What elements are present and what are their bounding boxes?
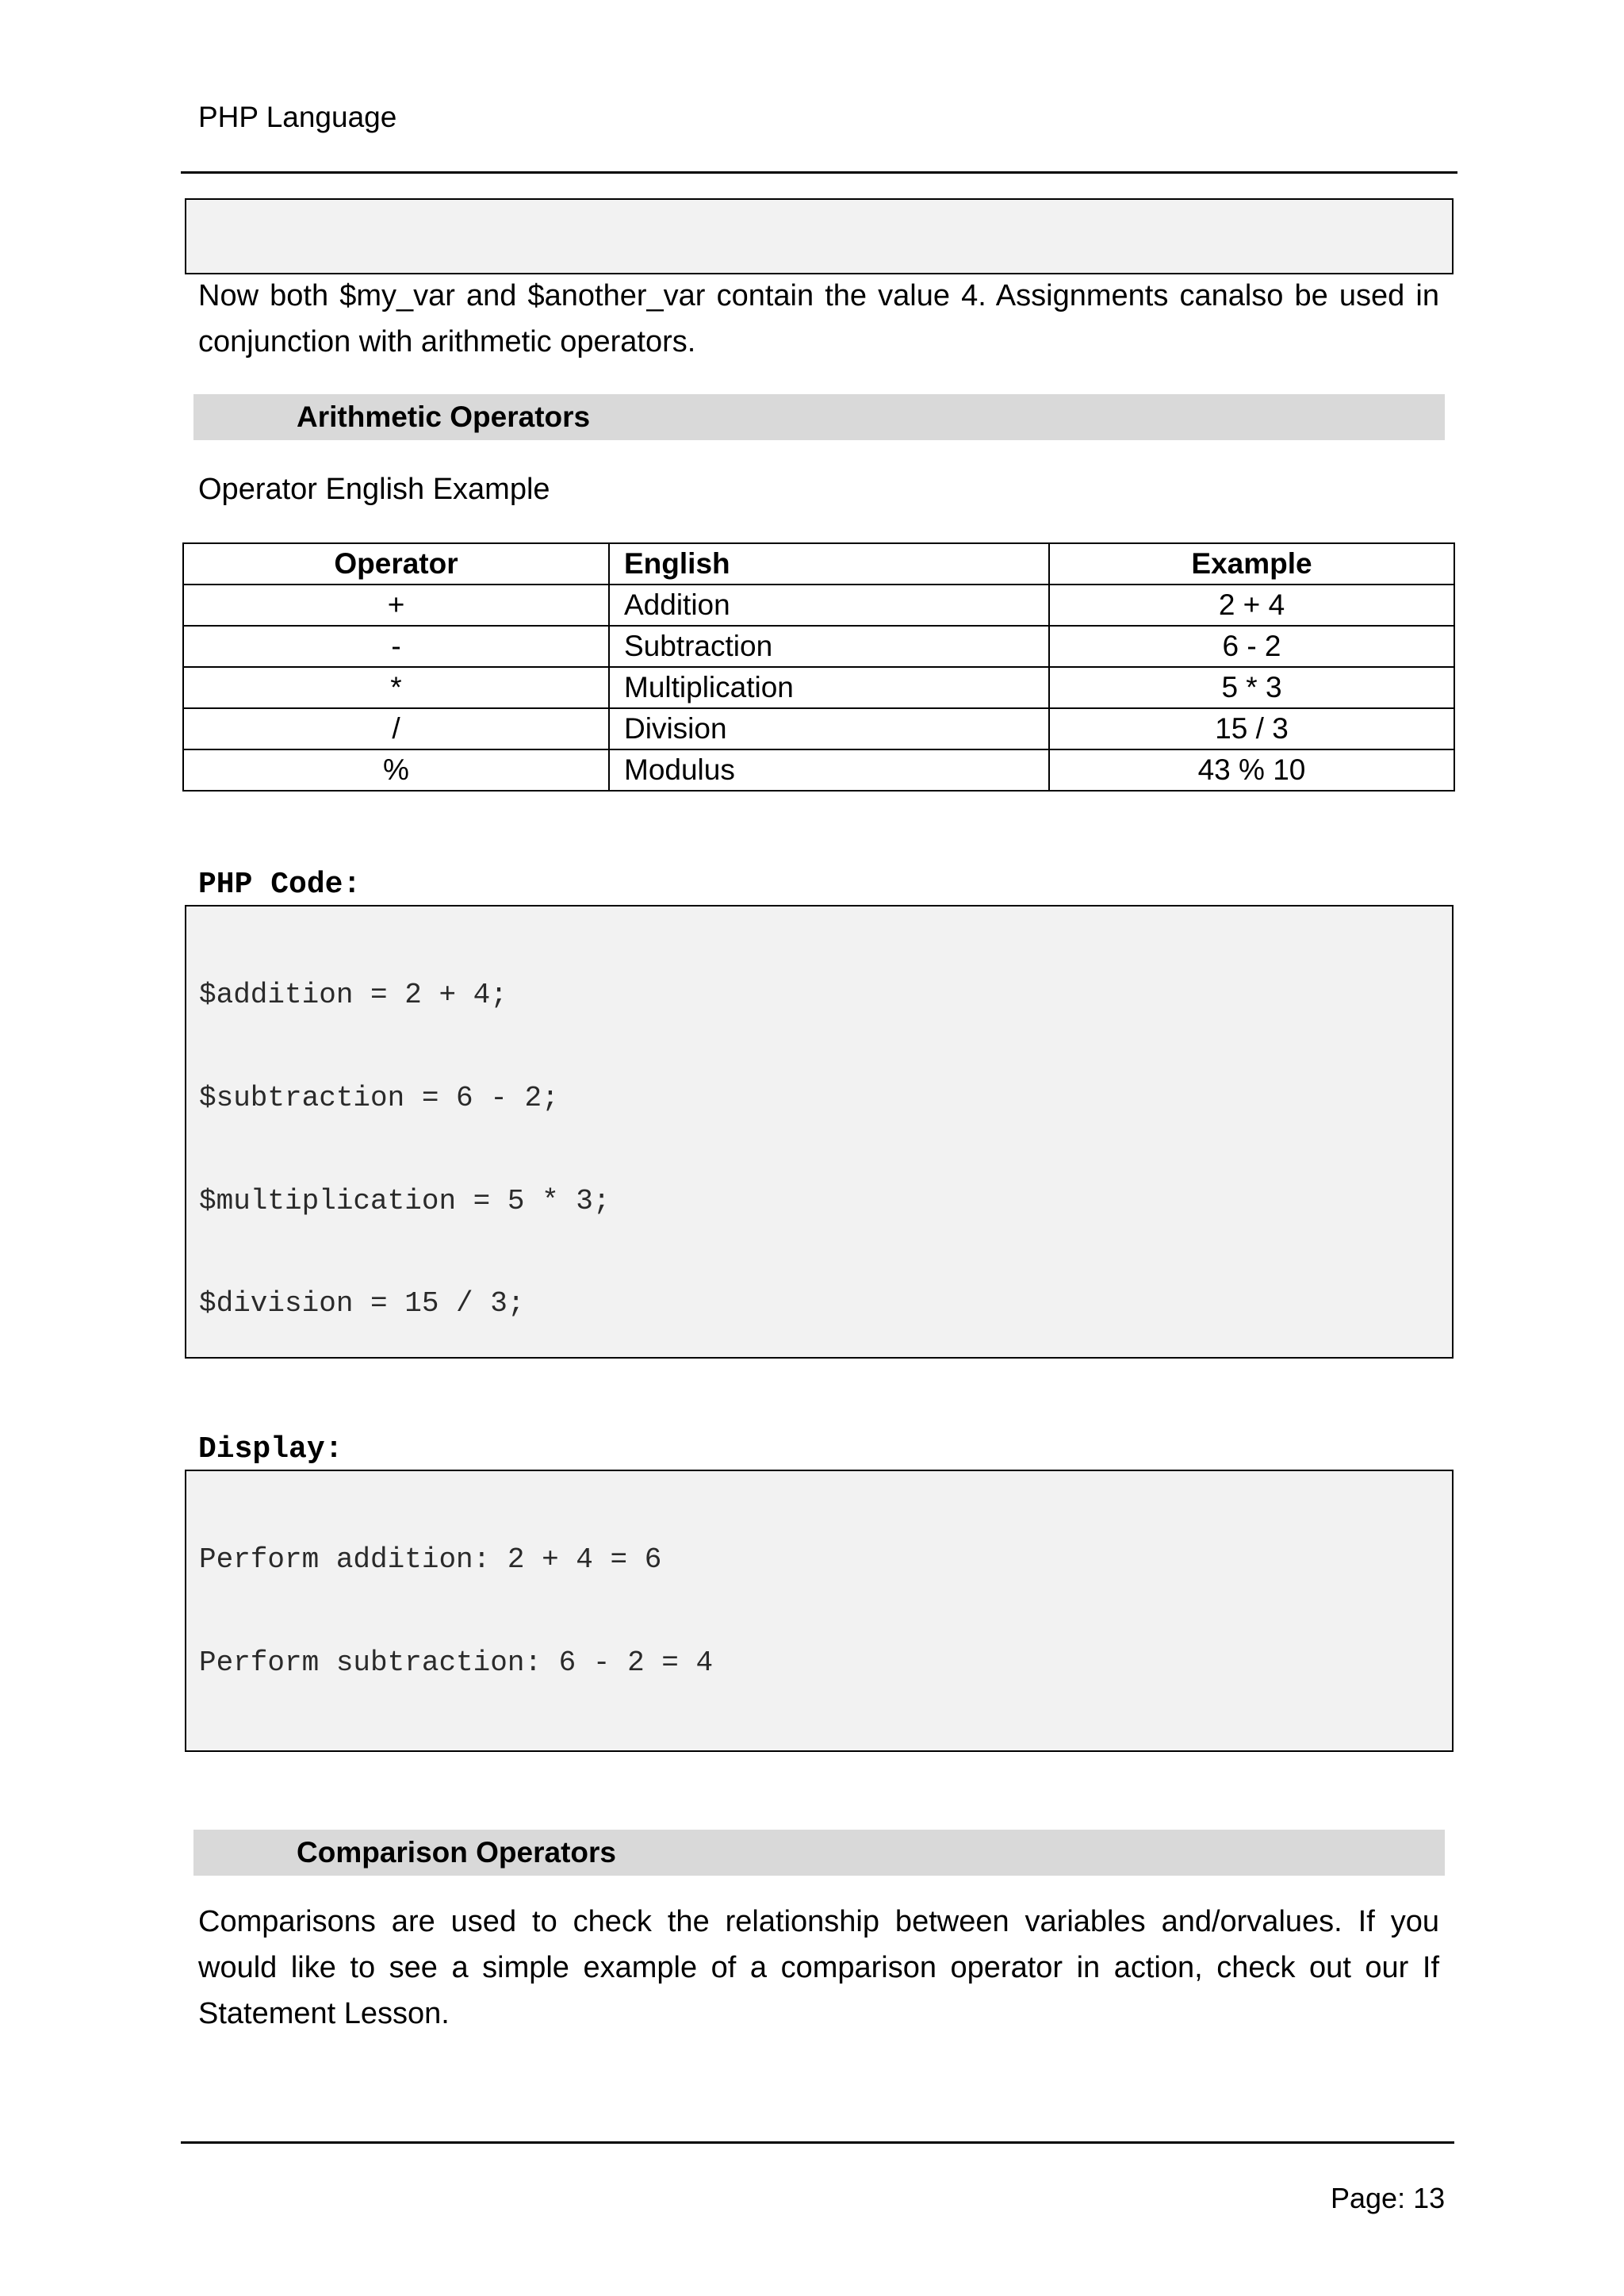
cell-operator: % [183,749,609,791]
cell-example: 43 % 10 [1049,749,1454,791]
cell-operator: + [183,585,609,626]
cell-english: Multiplication [609,667,1049,708]
header-english: English [609,543,1049,585]
header-example: Example [1049,543,1454,585]
cell-english: Modulus [609,749,1049,791]
arithmetic-section-heading: Arithmetic Operators [297,401,591,433]
table-row [183,749,1454,791]
php-code-block [185,905,1454,1359]
table-row [183,708,1454,749]
assignment-code-block [185,198,1454,274]
comparison-section-bar [193,1830,1445,1876]
arithmetic-section-bar [193,394,1445,440]
cell-english: Addition [609,585,1049,626]
table-row [183,585,1454,626]
output-line: Perform subtraction: 6 - 2 = 4 [199,1646,714,1679]
cell-operator: / [183,708,609,749]
display-output-block [185,1470,1454,1752]
code-line: $addition = 2 + 4; [199,979,508,1012]
cell-english: Division [609,708,1049,749]
code-line: $subtraction = 6 - 2; [199,1082,559,1114]
cell-example: 5 * 3 [1049,667,1454,708]
cell-english: Subtraction [609,626,1049,667]
code-line: $division = 15 / 3; [199,1287,525,1320]
cell-operator: - [183,626,609,667]
code-line: $multiplication = 5 * 3; [199,1184,611,1217]
intro-paragraph: Now both $my_var and $another_var contain the value 4. Assignments canalso be used in conjunction with arithmetic operators. [198,279,1439,358]
cell-example: 2 + 4 [1049,585,1454,626]
output-line [199,1749,1452,1752]
table-row [183,626,1454,667]
cell-example: 6 - 2 [1049,626,1454,667]
table-caption: Operator English Example [198,473,550,506]
arithmetic-operators-table [182,542,1455,792]
footer-rule [181,2141,1454,2144]
comparison-section-heading: Comparison Operators [297,1836,616,1869]
header-rule [181,171,1457,174]
table-header-row [183,543,1454,585]
table-row [183,667,1454,708]
comparison-paragraph: Comparisons are used to check the relationship between variables and/orvalues. If you would like to see a simple example of a comparison operator in action, check out our If Statement Lesson. [198,1905,1439,2030]
header-operator: Operator [183,543,609,585]
display-label: Display: [198,1432,343,1466]
page-header-title: PHP Language [198,101,397,133]
output-line: Perform addition: 2 + 4 = 6 [199,1543,662,1577]
page-number: Page: 13 [1331,2182,1446,2214]
php-code-label: PHP Code: [198,868,362,902]
cell-example: 15 / 3 [1049,708,1454,749]
cell-operator: * [183,667,609,708]
